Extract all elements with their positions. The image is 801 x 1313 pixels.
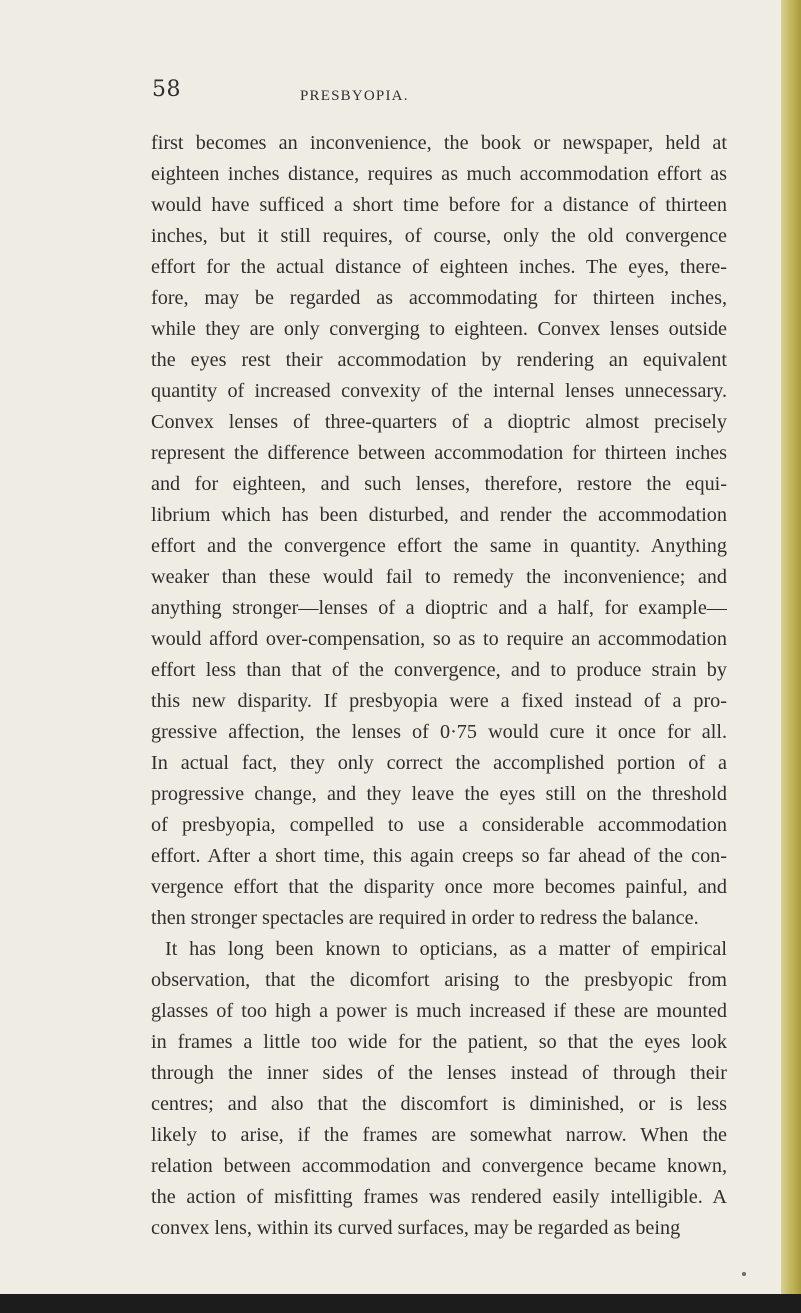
text-line: effort less than that of the convergence, and to produce strain by — [151, 659, 727, 681]
text-line: effort. After a short time, this again creeps so far ahead of the con- — [151, 845, 727, 867]
ink-speck — [742, 1272, 746, 1276]
text-line: quantity of increased convexity of the internal lenses unnecessary. — [151, 380, 727, 402]
text-line: In actual fact, they only correct the accomplished portion of a — [151, 752, 727, 774]
text-line: in frames a little too wide for the patient, so that the eyes look — [151, 1031, 727, 1053]
text-line: fore, may be regarded as accommodating for thirteen inches, — [151, 287, 727, 309]
text-line: would have sufficed a short time before for a distance of thirteen — [151, 194, 727, 216]
page-edge — [781, 0, 801, 1313]
text-line: progressive change, and they leave the eyes still on the threshold — [151, 783, 727, 805]
text-line: It has long been known to opticians, as a matter of empirical — [165, 938, 727, 960]
page-number: 58 — [152, 77, 181, 102]
text-line: the eyes rest their accommodation by rendering an equivalent — [151, 349, 727, 371]
text-line: of presbyopia, compelled to use a considerable accommodation — [151, 814, 727, 836]
running-head: PRESBYOPIA. — [300, 88, 409, 104]
text-line: observation, that the dicomfort arising to the presbyopic from — [151, 969, 727, 991]
text-line: eighteen inches distance, requires as much accommodation effort as — [151, 163, 727, 185]
text-line: gressive affection, the lenses of 0·75 would cure it once for all. — [151, 721, 727, 743]
text-line: and for eighteen, and such lenses, therefore, restore the equi- — [151, 473, 727, 495]
text-line: weaker than these would fail to remedy the inconvenience; and — [151, 566, 727, 588]
text-line: while they are only converging to eighteen. Convex lenses outside — [151, 318, 727, 340]
text-line: vergence effort that the disparity once more becomes painful, and — [151, 876, 727, 898]
text-line: inches, but it still requires, of course, only the old convergence — [151, 225, 727, 247]
text-line: glasses of too high a power is much increased if these are mounted — [151, 1000, 727, 1022]
text-line: likely to arise, if the frames are somewhat narrow. When the — [151, 1124, 727, 1146]
text-line: this new disparity. If presbyopia were a fixed instead of a pro- — [151, 690, 727, 712]
text-line: first becomes an inconvenience, the book or newspaper, held at — [151, 132, 727, 154]
text-line: librium which has been disturbed, and render the accommodation — [151, 504, 727, 526]
text-line: centres; and also that the discomfort is diminished, or is less — [151, 1093, 727, 1115]
text-line: would afford over-compensation, so as to require an accommodation — [151, 628, 727, 650]
text-line: Convex lenses of three-quarters of a dioptric almost precisely — [151, 411, 727, 433]
text-line: then stronger spectacles are required in order to redress the balance. — [151, 907, 699, 929]
text-line: through the inner sides of the lenses instead of through their — [151, 1062, 727, 1084]
text-line: effort and the convergence effort the same in quantity. Anything — [151, 535, 727, 557]
text-line: effort for the actual distance of eighteen inches. The eyes, there- — [151, 256, 727, 278]
text-line: convex lens, within its curved surfaces, may be regarded as being — [151, 1217, 681, 1239]
text-line: the action of misfitting frames was rendered easily intelligible. A — [151, 1186, 727, 1208]
text-line: anything stronger—lenses of a dioptric and a half, for example— — [151, 597, 727, 619]
text-line: represent the difference between accommodation for thirteen inches — [151, 442, 727, 464]
text-line: relation between accommodation and convergence became known, — [151, 1155, 727, 1177]
bottom-rule — [0, 1294, 801, 1313]
body-text — [151, 128, 727, 1244]
